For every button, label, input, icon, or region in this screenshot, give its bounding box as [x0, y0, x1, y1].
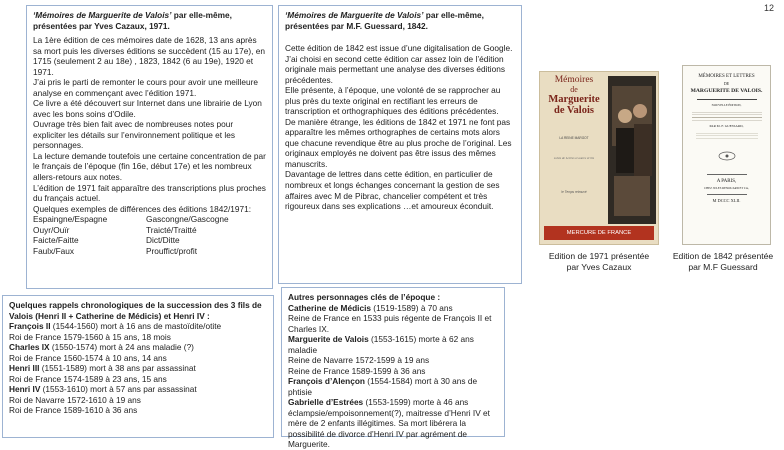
- box4-title: Autres personnages clés de l’époque :: [288, 292, 441, 302]
- box2-para-4: De manière étrange, les éditions de 1842 et 1971 ne font pas apparaître les mêmes orthographes de certains mots alors que chacune revendique être au plus proche de l’original. Les originaux employés ne doivent pas être issus des mêmes manuscrits.: [285, 116, 512, 169]
- titlepage-line1: MÉMOIRES ET LETTRES: [698, 74, 755, 79]
- box2-title-line2: présentées par M.F. Guessard, 1842.: [285, 20, 428, 31]
- chronology-line: François II (1544-1560) mort à 16 ans de mastoïdite/otite: [9, 321, 222, 332]
- titlepage-city: A PARIS,: [716, 179, 737, 184]
- spelling-pair-row: Faulx/Faux Prouffict/profit: [33, 245, 198, 256]
- box2-para-3: Elle présente, à l’époque, une volonté de se rapprocher au plus près du texte original en rectifiant les erreurs de transcription et orthographiques des éditions précédentes.: [285, 85, 501, 117]
- chronology-line: Charles IX (1550-1574) mort à 24 ans maladie (?): [9, 342, 194, 353]
- box1-para-1: La 1ère édition de ces mémoires date de 1628, 13 ans après sa mort puis les diverses éditions se succèdent (15 au 17e), en 1715 (seulement 2 au 18e) , 1823, 1842 (6 au 19e), 1920 et 1971.: [33, 35, 265, 77]
- chronology-line: Roi de Navarre 1572-1610 à 19 ans: [9, 394, 141, 405]
- spelling-pair-row: Ouyr/Ouïr Traicté/Traitté: [33, 224, 197, 235]
- book-cover-1971: [539, 71, 659, 245]
- edition-1842-textbox: [278, 5, 522, 284]
- edition-1971-textbox: [26, 5, 273, 289]
- spelling-pair-row: Faicte/Faitte Dict/Ditte: [33, 235, 180, 246]
- key-figures-textbox: [281, 287, 505, 450]
- titlepage-line2: DE: [723, 81, 730, 86]
- spelling-pair-row: Espaingne/Espagne Gascongne/Gascogne: [33, 214, 229, 225]
- valois-chronology-textbox: [2, 295, 274, 438]
- box1-para-7: Quelques exemples de différences des éditions 1842/1971:: [33, 203, 252, 214]
- box1-title-italic: ‘Mémoires de Marguerite de Valois’: [33, 10, 172, 20]
- chronology-line: Roi de France 1574-1589 à 23 ans, 15 ans: [9, 373, 167, 384]
- book-titlepage-1842: [682, 65, 771, 245]
- box2-para-1: Cette édition de 1842 est issue d’une digitalisation de Google.: [285, 43, 513, 54]
- titlepage-author: PAR M. F. GUESSARD,: [709, 124, 744, 128]
- titlepage-printer: CHEZ JULES RENOUARD ET Cie,: [704, 186, 749, 190]
- chronology-line: Roi de France 1579-1560 à 15 ans, 18 mois: [9, 331, 171, 342]
- box1-title-rest: par elle-même,: [171, 10, 232, 20]
- cover-portrait-image: [608, 76, 656, 224]
- figure-line: Reine de France en 1533 puis régente de François II et Charles IX.: [288, 313, 492, 334]
- box1-para-5: La lecture demande toutefois une certaine concentration de par le français de l’époque (fin 16e, début 17e) et les nombreux allers-retours aux notes.: [33, 150, 266, 182]
- page-number: 12: [763, 3, 774, 13]
- chronology-line: Henri III (1551-1589) mort à 38 ans par assassinat: [9, 363, 196, 374]
- box1-title-line2: présentées par Yves Cazaux, 1971.: [33, 20, 170, 31]
- box3-title: Quelques rappels chronologiques de la succession des 3 fils de Valois (Henri II + Catherine de Médicis) et Henri IV :: [9, 300, 262, 321]
- chronology-line: Henri IV (1553-1610) mort à 57 ans par assassinat: [9, 384, 197, 395]
- box2-title-rest: par elle-même,: [423, 10, 484, 20]
- chronology-line: Roi de France 1560-1574 à 10 ans, 14 ans: [9, 352, 167, 363]
- titlepage-edition: NOUVELLE ÉDITION,: [711, 103, 742, 107]
- box1-para-4: Ouvrage très bien fait avec de nombreuses notes pour expliciter les détails sur l’environnement politique et les personnages.: [33, 119, 235, 151]
- figure-line: Gabrielle d’Estrées (1553-1599) morte à 46 ans éclampsie/empoisonnement(?), maitresse d’Henri IV et mère de 2 enfants illégitimes. Sa mort libérera la possibilité de divorce d’Henri IV par agrément de Marguerite.: [288, 397, 490, 450]
- box1-title: [33, 10, 266, 21]
- chronology-line: Roi de France 1589-1610 à 36 ans: [9, 405, 138, 416]
- caption-1842: Edition de 1842 présentée par M.F Guessard: [672, 251, 774, 272]
- titlepage-year: M DCCC XLII.: [712, 198, 741, 203]
- box2-para-5: Davantage de lettres dans cette édition, en particulier de nombreux et longs échanges concernant la gestion de ses affaires avec M de Pibrac, chancelier compétent et très rigoureux dans ses explications …et amoureux éconduit.: [285, 169, 500, 212]
- figure-line: Reine de France 1589-1599 à 36 ans: [288, 365, 426, 376]
- titlepage-line3: MARGUERITE DE VALOIS.: [690, 88, 763, 94]
- cover-1971-small: suivis de Lettres et autres écrits: [553, 156, 595, 160]
- box2-title-italic: ‘Mémoires de Marguerite de Valois’: [285, 10, 424, 20]
- caption-1971: Edition de 1971 présentée par Yves Cazaux: [548, 251, 650, 272]
- figure-line: Marguerite de Valois (1553-1615) morte à 62 ans maladie: [288, 334, 474, 355]
- figure-line: Catherine de Médicis (1519-1589) à 70 ans: [288, 302, 453, 313]
- figure-line: François d’Alençon (1554-1584) mort à 30 ans de phtisie: [288, 376, 478, 397]
- box1-para-2: J’ai pris le parti de remonter le cours pour avoir une meilleure analyse en commençant avec l’édition 1971.: [33, 77, 259, 98]
- box2-title: [285, 10, 515, 21]
- ornament-icon: [717, 150, 737, 162]
- figure-line: Reine de Navarre 1572-1599 à 19 ans: [288, 355, 430, 366]
- box1-para-6: L’édition de 1971 fait apparaître des transcriptions plus proches du français actuel.: [33, 182, 266, 204]
- cover-1971-collection: le Temps retrouvé: [561, 190, 587, 194]
- cover-1971-publisher-band: MERCURE DE FRANCE: [544, 226, 654, 240]
- box1-para-3: Ce livre a été découvert sur Internet dans une librairie de Lyon avec les bons soins d’Odile.: [33, 98, 262, 119]
- cover-1971-title: Mémoires de Marguerite de Valois: [548, 75, 600, 117]
- box2-para-2: J’ai choisi en second cette édition car assez loin de l’édition originale mais permettant une analyse des diverses éditions précédentes.: [285, 53, 505, 85]
- cover-1971-subtitle: LA REINE MARGOT: [559, 136, 589, 140]
